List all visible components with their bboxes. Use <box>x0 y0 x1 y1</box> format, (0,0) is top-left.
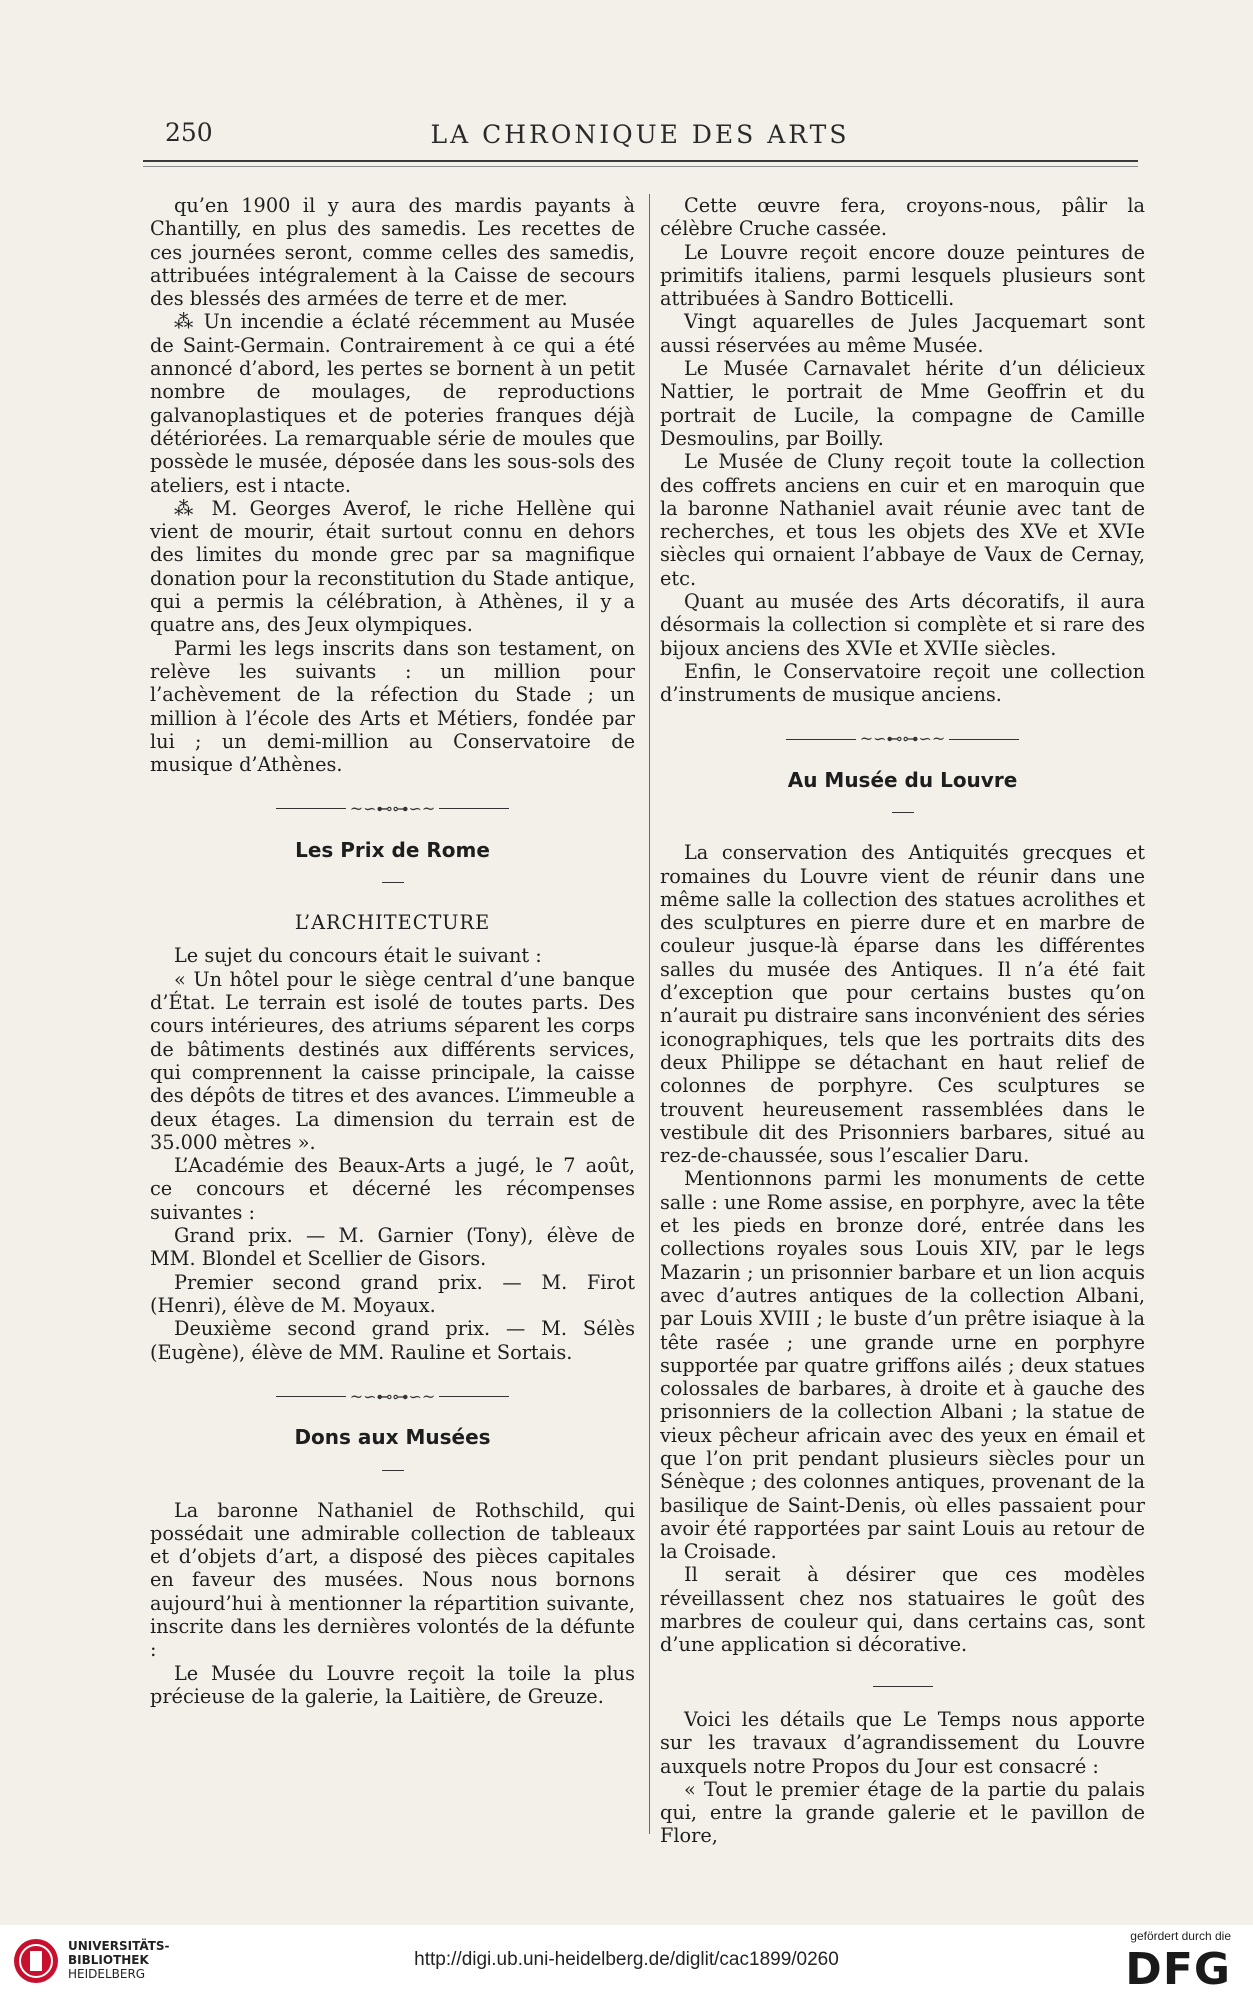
source-url[interactable]: http://digi.ub.uni-heidelberg.de/diglit/cac1899/0260 <box>414 1949 839 1970</box>
paragraph: Le Louvre reçoit encore douze peintures de primitifs italiens, parmi lesquels plusieurs sont attribuées à Sandro Botticelli. <box>660 240 1145 311</box>
paragraph: qu’en 1900 il y aura des mardis payants à Chantilly, en plus des samedis. Les recettes de ces journées seront, comme celles des samedis, attribuées intégralement à la Caisse de secours des blessés des armées de terre et de mer. <box>150 194 635 311</box>
section-title: Au Musée du Louvre <box>787 767 1018 792</box>
paragraph: Enfin, le Conservatoire reçoit une collection d’instruments de musique anciens. <box>660 659 1145 707</box>
footer <box>0 1925 1253 1999</box>
paragraph: La conservation des Antiquités grecques et romaines du Louvre vient de réunir dans une même salle la collection des statues acrolithes et des sculptures en pierre dure et en marbre de couleur jusque-là éparse dans les différentes salles du musée des Antiques. Il n’a été fait d’exception que pour certains bustes qu’on n’aurait pu distraire sans inconvénient des séries iconographiques, tels que les portraits dits des deux Philippe se détachant en haut relief de colonnes de porphyre. Ces sculptures se trouvent heureusement rassemblées dans le vestibule dit des Prisonniers barbares, situé au rez-de-chaussée, sous l’escalier Daru. <box>660 841 1145 1168</box>
paragraph: Vingt aquarelles de Jules Jacquemart sont aussi réservées au même Musée. <box>660 310 1145 357</box>
ornament-divider: ~∽⊷⊶∽~ <box>150 796 635 820</box>
page-header <box>140 118 1140 158</box>
ornament-divider: ~∽⊷⊶∽~ <box>660 727 1145 751</box>
column-divider <box>649 194 650 1834</box>
running-title: LA CHRONIQUE DES ARTS <box>430 120 850 149</box>
paragraph: « Un hôtel pour le siège central d’une banque d’État. Le terrain est isolé de toutes parts. Des cours intérieures, des atriums séparent les corps de bâtiments destinés aux différents services, qui comprennent la caisse principale, la caisse des dépôts de titres et des avances. L’immeuble a deux étages. La dimension du terrain est de 35.000 mètres ». <box>150 967 635 1154</box>
paragraph: La baronne Nathaniel de Rothschild, qui possédait une admirable collection de tableaux et d’objets d’art, a disposé des pièces capitales en faveur des musées. Nous nous bornons aujourd’hui à mentionner la répartition suivante, inscrite dans les dernières volontés de la défunte : <box>150 1498 635 1662</box>
section-dash <box>150 1457 635 1480</box>
paragraph: Quant au musée des Arts décoratifs, il aura désormais la collection si complète et si rare des bijoux anciens des XVIe et XVIIe siècles. <box>660 590 1145 660</box>
paragraph: ⁂ Un incendie a éclaté récemment au Musée de Saint-Germain. Contrairement à ce qui a été annoncé d’abord, les pertes se bornent à un petit nombre de moulages, de reproductions galvanoplastiques et de poteries franques déjà détériorées. La remarquable série de moules que possède le musée, déposée dans les sous-sols des ateliers, est i ntacte. <box>150 310 635 497</box>
paragraph: « Tout le premier étage de la partie du palais qui, entre la grande galerie et le pavillon de Flore, <box>660 1777 1145 1848</box>
paragraph: Parmi les legs inscrits dans son testament, on relève les suivants : un million pour l’achèvement de la réfection du Stade ; un million à l’école des Arts et Métiers, fondée par lui ; un demi-million au Conservatoire de musique d’Athènes. <box>150 636 635 777</box>
paragraph: Le sujet du concours était le suivant : <box>174 944 542 968</box>
page-number: 250 <box>165 118 213 147</box>
paragraph: Mentionnons parmi les monuments de cette salle : une Rome assise, en porphyre, avec la tête et les pieds en bronze doré, entrée dans les collections royales sous Louis XIV, par le legs Mazarin ; un prisonnier barbare et un lion acquis avec d’autres antiques de la collection Albani, par Louis XVIII ; le buste d’un prêtre isiaque à la tête rasée ; une grande urne en porphyre supportée par quatre griffons ailés ; deux statues colossales de barbares, à droite et à gauche des prisonniers de la collection Albani ; la statue de vieux pêcheur africain avec des yeux en émail et que l’on prit pendant plusieurs siècles pour un Sénèque ; des colonnes antiques, provenant de la basilique de Saint-Denis, où elles passaient pour avoir été rapportées par saint Louis au retour de la Croisade. <box>660 1167 1145 1564</box>
library-name: UNIVERSITÄTS- BIBLIOTHEK HEIDELBERG <box>68 1939 170 1981</box>
subsection-title: L’ARCHITECTURE <box>294 911 491 935</box>
section-title: Dons aux Musées <box>294 1424 491 1449</box>
paragraph: Cette œuvre fera, croyons-nous, pâlir la célèbre Cruche cassée. <box>660 194 1145 241</box>
paragraph: Premier second grand prix. — M. Firot (Henri), élève de M. Moyaux. <box>150 1270 635 1317</box>
section-dash <box>660 800 1145 823</box>
paragraph: Grand prix. — M. Garnier (Tony), élève de MM. Blondel et Scellier de Gisors. <box>150 1224 635 1271</box>
paragraph: Le Musée Carnavalet hérite d’un délicieux Nattier, le portrait de Mme Geoffrin et du portrait de Lucile, la compagne de Camille Desmoulins, par Boilly. <box>660 357 1145 450</box>
paragraph: ⁂ M. Georges Averof, le riche Hellène qui vient de mourir, était surtout connu en dehors des limites du monde grec par sa magnifique donation pour la reconstitution du Stade antique, qui a permis la célébration, à Athènes, il y a quatre ans, des Jeux olympiques. <box>150 496 635 637</box>
ornament-divider: ~∽⊷⊶∽~ <box>150 1384 635 1408</box>
paragraph: Le Musée de Cluny reçoit toute la collection des coffrets anciens en cuir et en maroquin que la baronne Nathaniel avait réunie avec tant de recherches, et tous les objets des XVe et XVIe siècles qui ornaient l’abbaye de Vaux de Cernay, etc. <box>660 450 1145 590</box>
paragraph: Voici les détails que Le Temps nous apporte sur les travaux d’agrandissement du Louvre auxquels notre Propos du Jour est consacré : <box>660 1707 1145 1778</box>
header-rule <box>143 160 1138 162</box>
paragraph: Il serait à désirer que ces modèles réveillassent chez nos statuaires le goût des marbres de couleur qui, dans certains cas, sont d’une application si décorative. <box>660 1563 1145 1657</box>
paragraph: Le Musée du Louvre reçoit la toile la plus précieuse de la galerie, la Laitière, de Greuze. <box>150 1661 635 1708</box>
right-column <box>660 194 1145 1848</box>
header-rule-thin <box>143 166 1138 167</box>
paragraph: L’Académie des Beaux-Arts a jugé, le 7 août, ce concours et décerné les récompenses suivantes : <box>150 1154 635 1224</box>
section-dash <box>150 870 635 893</box>
paragraph: Deuxième second grand prix. — M. Sélès (Eugène), élève de MM. Rauline et Sortais. <box>150 1317 635 1364</box>
short-rule <box>660 1669 1145 1692</box>
left-column <box>150 194 635 1708</box>
section-title: Les Prix de Rome <box>295 837 490 862</box>
funding-note: gefördert durch die <box>1130 1929 1231 1943</box>
dfg-logo: DFG <box>1125 1944 1231 1995</box>
